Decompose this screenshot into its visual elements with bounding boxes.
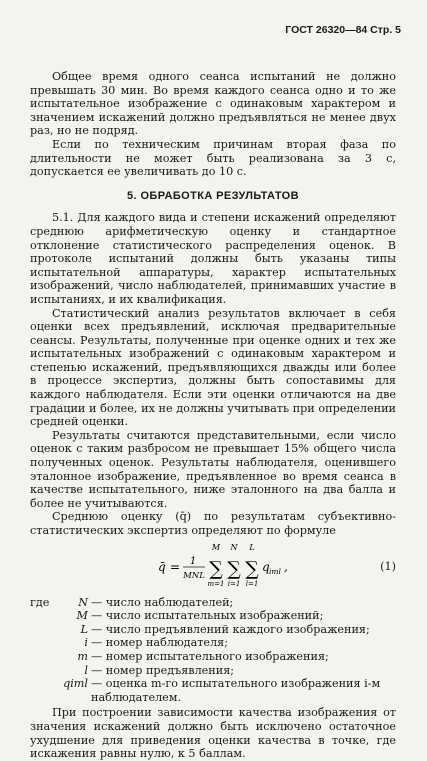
definition-symbol: L bbox=[80, 622, 88, 636]
sum-top: M bbox=[211, 542, 221, 552]
definition-item bbox=[30, 596, 396, 610]
page-body bbox=[30, 70, 396, 761]
definition-item bbox=[30, 677, 396, 704]
definition-symbol: M bbox=[76, 609, 88, 623]
sum-bottom: i=1 bbox=[227, 579, 241, 588]
formula-lhs: q̄ bbox=[158, 559, 166, 574]
definition-symbol: N bbox=[78, 595, 88, 609]
sum-top: N bbox=[230, 542, 238, 552]
formula-frac-den: MNL bbox=[183, 570, 205, 581]
definition-symbol: qiml bbox=[63, 677, 88, 691]
definition-symbol: i bbox=[84, 636, 88, 650]
definition-text: — оценка m-го испытательного изображения i-м наблюдателем. bbox=[91, 677, 381, 704]
formula-equals: = bbox=[170, 559, 181, 574]
definition-item bbox=[30, 636, 396, 650]
formula-frac-num: 1 bbox=[189, 555, 197, 567]
definition-text: — номер наблюдателя; bbox=[91, 636, 228, 650]
definitions-intro: где bbox=[30, 595, 50, 609]
definition-item bbox=[30, 650, 396, 664]
definition-text: — число наблюдателей; bbox=[91, 595, 234, 609]
definition-item bbox=[30, 609, 396, 623]
sum-symbol: ∑ bbox=[209, 557, 223, 580]
definition-item bbox=[30, 623, 396, 637]
paragraph: Статистический анализ результатов включает в себя оценки всех предъявлений, исключая предварительные сеансы. Результаты, полученные при оценке одних и тех же испытательных изображений с одинаковым характером и степенью искажений, предъявляющихся дважды или более в процессе экспертиз, должны быть сопоставимы для каждого наблюдателя. Если эти оценки отличаются на две градации и более, их не должны учитывать при определении средней оценки. bbox=[30, 306, 396, 429]
formula-number: (1) bbox=[380, 559, 396, 573]
definition-text: — номер испытательного изображения; bbox=[91, 649, 329, 663]
sum-bottom: l=1 bbox=[245, 579, 259, 588]
definition-text: — число испытательных изображений; bbox=[91, 609, 324, 623]
definitions-list bbox=[30, 596, 396, 705]
sum-bottom: m=1 bbox=[207, 579, 225, 588]
formula bbox=[30, 538, 396, 594]
paragraph: При построении зависимости качества изображения от значения искажений должно быть исключено остаточное ухудшение для приведения оценки качества в точке, где искажения равны нулю, к 5 баллам. bbox=[30, 706, 396, 761]
paragraph: Общее время одного сеанса испытаний не должно превышать 30 мин. Во время каждого сеанса одно и то же испытательное изображение с одинаковым характером и значением искажений должно предъявляться не менее двух раз, но не подряд. bbox=[30, 70, 396, 138]
definition-item bbox=[30, 664, 396, 678]
paragraph: Результаты считаются представительными, если число оценок с таким разбросом не превышает 15% общего числа полученных оценок. Результаты наблюдателя, оценившего эталонное изображение, предъявленное во время сеанса в качестве испытательного, ниже эталонного на два балла и более не учитываются. bbox=[30, 428, 396, 510]
sum-top: L bbox=[249, 542, 255, 552]
formula-subscript: iml bbox=[269, 566, 281, 576]
sum-symbol: ∑ bbox=[245, 557, 259, 580]
definition-text: — число предъявлений каждого изображения; bbox=[91, 622, 370, 636]
page-header: ГОСТ 26320—84 Стр. 5 bbox=[285, 24, 401, 36]
formula-comma: , bbox=[284, 559, 288, 574]
paragraph: Если по техническим причинам вторая фаза по длительности не может быть реализована за 3 с, допускается ее увеличивать до 10 с. bbox=[30, 137, 396, 179]
definition-symbol: m bbox=[77, 649, 88, 663]
definition-symbol: l bbox=[84, 663, 88, 677]
sum-symbol: ∑ bbox=[227, 557, 241, 580]
definition-text: — номер предъявления; bbox=[91, 663, 235, 677]
paragraph: Среднюю оценку (q̄) по результатам субъективно-статистических экспертиз определяют по формуле bbox=[30, 510, 396, 537]
section-title: 5. ОБРАБОТКА РЕЗУЛЬТАТОВ bbox=[127, 189, 299, 202]
formula-term: q bbox=[262, 559, 270, 574]
paragraph: 5.1. Для каждого вида и степени искажений определяют среднюю арифметическую оценку и стандартное отклонение статистического распределения оценок. В протоколе испытаний должны быть указаны типы испытательной аппаратуры, характер испытательных изображений, число наблюдателей, принимавших участие в испытаниях, и их квалификация. bbox=[30, 211, 396, 306]
formula-expression bbox=[158, 540, 338, 594]
